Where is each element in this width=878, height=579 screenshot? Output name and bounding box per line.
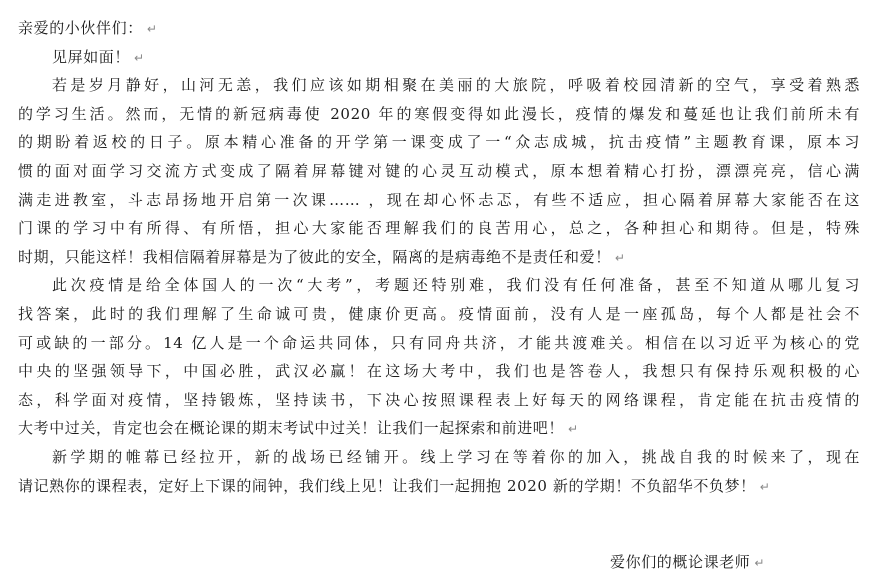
document-body <box>18 14 860 500</box>
signature: 爱你们的概论课老师 <box>610 553 751 571</box>
paragraph-line: 态，科学面对疫情，坚持锻炼，坚持读书，下决心按照课程表上好每天的网络课程，肯定能在抗击疫情的 <box>18 390 860 409</box>
paragraph-line: 门课的学习中有所得、有所悟，担心大家能否理解我们的良苦用心，总之，各种担心和期待。但是，特殊 <box>18 219 860 238</box>
paragraph-line: 找答案，此时的我们理解了生命诚可贵，健康价更高。疫情面前，没有人是一座孤岛，每个人都是社会不 <box>18 304 860 323</box>
paragraph-line: 若是岁月静好，山河无恙，我们应该如期相聚在美丽的大旅院，呼吸着校园清新的空气，享受着熟悉 <box>52 76 860 95</box>
greeting-line <box>18 43 860 72</box>
paragraph-last-line <box>18 414 860 443</box>
paragraph-mark-icon: ↵ <box>568 422 579 437</box>
paragraph-line: 惯的面对面学习交流方式变成了隔着屏幕键对键的心灵互动模式，原本想着精心打扮，漂漂亮亮，信心满 <box>18 161 860 180</box>
paragraph-3 <box>18 443 860 500</box>
paragraph-last-line <box>18 472 860 501</box>
paragraph-line: 满走进教室，斗志昂扬地开启第一次课…… ，现在却心怀忐忑，有些不适应，担心隔着屏幕大家能否在这 <box>18 190 860 209</box>
paragraph-1 <box>18 71 860 271</box>
paragraph-line: 的期盼着返校的日子。原本精心准备的开学第一课变成了一“众志成城，抗击疫情”主题教育课，原本习 <box>18 133 860 152</box>
greeting: 见屏如面！ <box>52 47 131 66</box>
paragraph-line: 的学习生活。然而，无情的新冠病毒使 2020 年的寒假变得如此漫长，疫情的爆发和蔓延也让我们前所未有 <box>18 104 860 123</box>
paragraph-line: 此次疫情是给全体国人的一次“大考”，考题还特别难，我们没有任何准备，甚至不知道从哪儿复习 <box>52 276 860 295</box>
salutation-line <box>18 14 860 43</box>
paragraph-line: 中央的坚强领导下，中国必胜，武汉必赢！在这场大考中，我们也是答卷人，我想只有保持乐观积极的心 <box>18 362 860 381</box>
paragraph-mark-icon: ↵ <box>759 479 771 494</box>
paragraph-text: 请记熟你的课程表，定好上下课的闹钟，我们线上见！让我们一起拥抱 2020 新的学期！不负韶华不负梦！ <box>18 476 756 495</box>
paragraph-mark-icon: ↵ <box>146 22 158 36</box>
paragraph-mark-icon: ↵ <box>614 250 626 265</box>
paragraph-text: 大考中过关，肯定也会在概论课的期末考试中过关！让我们一起探索和前进吧！ <box>18 419 565 438</box>
paragraph-line: 可或缺的一部分。14 亿人是一个命运共同体，只有同舟共济，才能共渡难关。相信在以习近平为核心的党 <box>18 333 860 352</box>
paragraph-text: 时期，只能这样！我相信隔着屏幕是为了彼此的安全，隔离的是病毒绝不是责任和爱！ <box>18 247 611 266</box>
paragraph-last-line <box>18 243 860 272</box>
paragraph-2 <box>18 271 860 443</box>
signature-line <box>610 551 765 572</box>
paragraph-line: 新学期的帷幕已经拉开，新的战场已经铺开。线上学习在等着你的加入，挑战自我的时候来了，现在 <box>52 447 860 466</box>
paragraph-mark-icon: ↵ <box>134 50 145 65</box>
salutation: 亲爱的小伙伴们： <box>18 19 143 37</box>
paragraph-mark-icon: ↵ <box>754 556 766 570</box>
